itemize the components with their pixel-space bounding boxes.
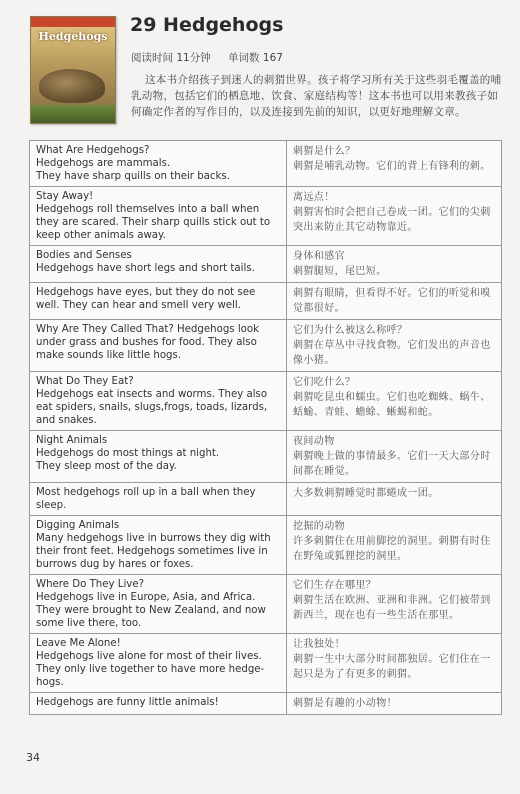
english-line: Hedgehogs live in Europe, Asia, and Africa. They were brought to New Zealand, and now some live there, too.	[36, 592, 266, 629]
english-line: They sleep most of the day.	[36, 461, 177, 472]
english-line: Stay Away!	[36, 191, 94, 202]
chinese-cell	[287, 575, 502, 634]
chinese-cell	[287, 283, 502, 320]
english-cell	[30, 575, 287, 634]
table-row	[30, 431, 502, 483]
english-cell	[30, 283, 287, 320]
chinese-line: 夜间动物	[293, 436, 335, 447]
chinese-line: 挖掘的动物	[293, 521, 345, 532]
chinese-cell	[287, 187, 502, 246]
english-cell	[30, 320, 287, 372]
chinese-cell	[287, 141, 502, 187]
chinese-line: 它们为什么被这么称呼？	[293, 325, 408, 336]
english-cell	[30, 634, 287, 693]
english-line: Leave Me Alone!	[36, 638, 121, 649]
chinese-cell	[287, 634, 502, 693]
english-line: Hedgehogs eat insects and worms. They also eat spiders, snails, slugs,frogs, toads, lizards, and snakes.	[36, 389, 268, 426]
chinese-line: 刺猬晚上做的事情最多。它们一天大部分时间都在睡觉。	[293, 451, 491, 477]
english-line: What Do They Eat?	[36, 376, 134, 387]
english-cell	[30, 693, 287, 715]
cover-band	[31, 17, 115, 27]
english-line: Hedgehogs are mammals.	[36, 158, 171, 169]
chinese-line: 刺猬生活在欧洲、亚洲和非洲。它们被带到新西兰，现在也有一些生活在那里。	[293, 595, 491, 621]
english-cell	[30, 187, 287, 246]
table-row	[30, 634, 502, 693]
chinese-line: 它们生存在哪里？	[293, 580, 377, 591]
table-row	[30, 693, 502, 715]
chinese-cell	[287, 693, 502, 715]
english-line: Hedgehogs have eyes, but they do not see well. They can hear and smell very well.	[36, 287, 256, 311]
english-cell	[30, 246, 287, 283]
english-line: Why Are They Called That? Hedgehogs look under grass and bushes for food. They also make sounds like little hogs.	[36, 324, 260, 361]
english-line: Hedgehogs have short legs and short tails.	[36, 263, 255, 274]
english-cell	[30, 483, 287, 516]
english-cell	[30, 516, 287, 575]
english-line: Hedgehogs do most things at night.	[36, 448, 220, 459]
chinese-line: 大多数刺猬睡觉时都蜷成一团。	[293, 488, 439, 499]
chinese-line: 身体和感官	[293, 251, 345, 262]
book-meta	[131, 50, 283, 65]
chinese-line: 许多刺猬住在用前脚挖的洞里。刺猬有时住在野兔或狐狸挖的洞里。	[293, 536, 491, 562]
bilingual-table	[29, 140, 502, 715]
chinese-line: 刺猬吃昆虫和蠕虫。它们也吃蜘蛛、蜗牛、蛞蝓、青蛙、蟾蜍、蜥蜴和蛇。	[293, 392, 491, 418]
chinese-line: 它们吃什么？	[293, 377, 356, 388]
table-row	[30, 246, 502, 283]
table-row	[30, 320, 502, 372]
chinese-cell	[287, 372, 502, 431]
english-line: Hedgehogs live alone for most of their lives. They only live together to have more hedge-hogs.	[36, 651, 265, 688]
chinese-line: 刺猬害怕时会把自己卷成一团。它们的尖刺突出来防止其它动物靠近。	[293, 207, 491, 233]
english-line: Hedgehogs roll themselves into a ball when they are scared. Their sharp quills stick out to keep other animals away.	[36, 204, 271, 241]
english-cell	[30, 141, 287, 187]
table-row	[30, 283, 502, 320]
page-number: 34	[26, 751, 40, 764]
english-line: Bodies and Senses	[36, 250, 132, 261]
chinese-line: 刺猬有眼睛，但看得不好。它们的听觉和嗅觉都很好。	[293, 288, 491, 314]
english-line: Hedgehogs are funny little animals!	[36, 697, 219, 708]
english-cell	[30, 372, 287, 431]
chinese-line: 离远点！	[293, 192, 335, 203]
word-count: 单词数 167	[228, 52, 283, 64]
table-row	[30, 483, 502, 516]
english-line: Digging Animals	[36, 520, 120, 531]
chinese-cell	[287, 516, 502, 575]
reading-time: 阅读时间 11分钟	[131, 52, 211, 64]
intro-paragraph: 这本书介绍孩子到迷人的刺猬世界。孩子将学习所有关于这些羽毛覆盖的哺乳动物，包括它们的栖息地、饮食、家庭结构等！这本书也可以用来教孩子如何确定作者的写作目的，以及连接到先前的知识，以更好地理解文章。	[131, 74, 502, 118]
table-row	[30, 187, 502, 246]
english-line: What Are Hedgehogs?	[36, 145, 150, 156]
chinese-line: 刺猬在草丛中寻找食物。它们发出的声音也像小猪。	[293, 340, 491, 366]
table-row	[30, 141, 502, 187]
page-title: 29 Hedgehogs	[130, 14, 284, 36]
english-line: Where Do They Live?	[36, 579, 145, 590]
chinese-line: 刺猬是有趣的小动物！	[293, 698, 397, 709]
english-line: Night Animals	[36, 435, 108, 446]
table-row	[30, 575, 502, 634]
grass-illustration	[31, 105, 115, 123]
chinese-cell	[287, 320, 502, 372]
chinese-cell	[287, 431, 502, 483]
chinese-line: 刺猬腿短，尾巴短。	[293, 266, 387, 277]
chinese-cell	[287, 483, 502, 516]
english-line: Most hedgehogs roll up in a ball when they sleep.	[36, 487, 256, 511]
table-row	[30, 372, 502, 431]
chinese-cell	[287, 246, 502, 283]
english-line: Many hedgehogs live in burrows they dig with their front feet. Hedgehogs sometimes live in burrows dug by hares or foxes.	[36, 533, 271, 570]
table-row	[30, 516, 502, 575]
cover-title: Hedgehogs	[38, 30, 108, 43]
english-line: They have sharp quills on their backs.	[36, 171, 230, 182]
chinese-line: 让我独处！	[293, 639, 345, 650]
chinese-line: 刺猬是哺乳动物。它们的背上有锋利的刺。	[293, 161, 491, 172]
book-cover-image	[30, 16, 116, 124]
chinese-line: 刺猬是什么？	[293, 146, 356, 157]
english-cell	[30, 431, 287, 483]
hedgehog-illustration	[39, 69, 105, 103]
chinese-line: 刺猬一生中大部分时间都独居。它们住在一起只是为了有更多的刺猬。	[293, 654, 491, 680]
